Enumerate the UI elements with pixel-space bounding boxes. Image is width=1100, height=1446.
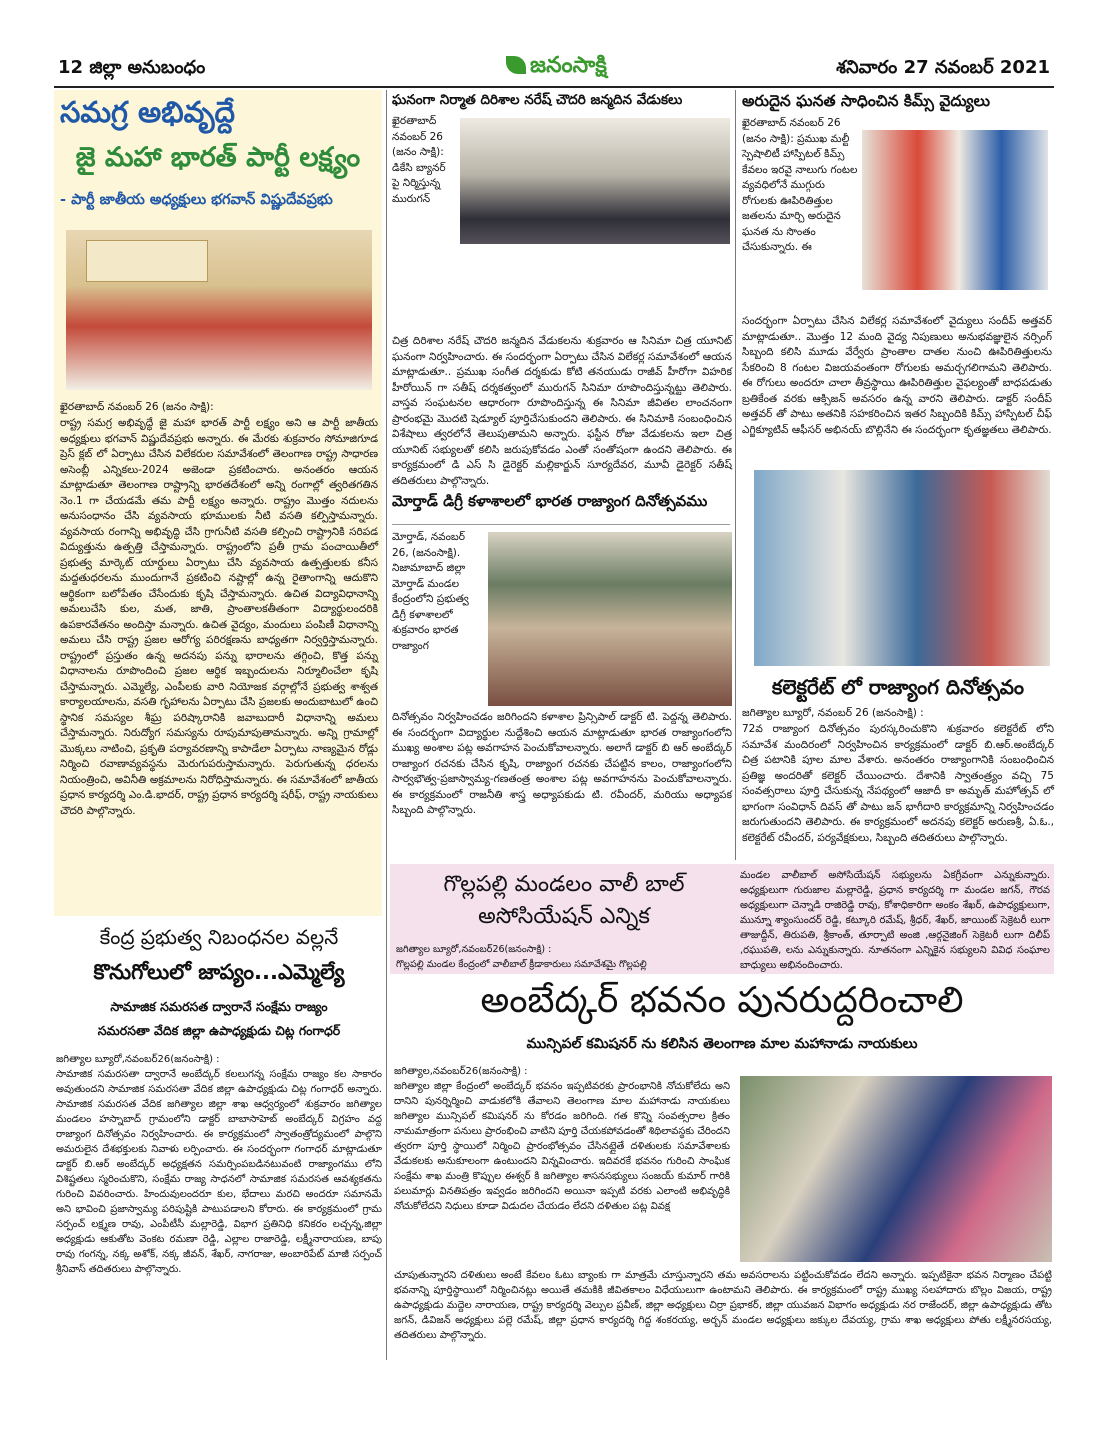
body-left: జగిత్యాల జిల్లా కేంద్రంలో అంబేద్కర్ భవనం ఇప్పటివరకు ప్రారంభానికి నోచుకోలేదు అని దానిని పునర్నిర్మించి వాడుకలోకి తేవాలని తెలంగాణ మాల మహానాడు నాయకులు జగిత్యాల మున్సిపల్ కమిషనర్ ను కోరడం జరిగింది. గత కొన్ని సంవత్సరాల క్రితం నామమాత్రంగా పనులు ప్రారంభించి వాటిని పూర్తి చేయకపోవడంతో శిథిలావస్థకు చేరిందని త్వరగా పూర్తి స్థాయిలో నిర్మించి ప్రారంభోత్సవం చేసినట్లైతే దళితులకు సమావేశాలకు వేడుకలకు అనుకూలంగా ఉంటుందని విన్నవించారు. ఇదివరకే భవనం గురించి సాంఘిక సంక్షేమ శాఖ మంత్రి కొప్పుల ఈశ్వర్ కి జగిత్యాల శాసనసభ్యులు సంజయ్ కుమార్ గారికి పలుమార్లు వినతిపత్రం ఇవ్వడం జరిగిందని అయినా ఇప్పటి వరకు ఎలాంటి అభివృద్ధికి నోచుకోలేదని నిధులు కూడా విడుదల చేయడం లేదని దళితుల పట్ల వివక్ష — [394, 1081, 730, 1212]
body: దినోత్సవం నిర్వహించడం జరిగిందని కళాశాల ప్రిన్సిపాల్ డాక్టర్ టి. పెద్దన్న తెలిపారు. ఈ సందర్భంగా విద్యార్థుల నుద్దేశించి ఆయన మాట్లాడుతూ భారత రాజ్యాంగంలోని ముఖ్య అంశాల పట్ల అవగాహన పెంచుకోవాలన్నారు. అలాగే డాక్టర్ బి ఆర్ అంబేద్కర్ రాజ్యాంగ రచనకు చేసిన కృషి, రాజ్యాంగ రచనకు చేపట్టిన కాలం, రాజ్యాంగంలోని సార్వభౌత్వ-ప్రజాస్వామ్య-గణతంత్ర అంశాల పట్ల అవగాహనను పెంచుకోవాలన్నారు. ఈ కార్యక్రమంలో రాజనీతి శాస్త్ర అధ్యాపకుడు టి. రవీందర్, మరియు అధ్యాపక సిబ్బంది పాల్గొన్నారు. — [392, 711, 732, 816]
headline-line1: గొల్లపల్లి మండలం వాలీ బాల్ — [443, 872, 685, 897]
logo-text: జనంసాక్షి — [530, 52, 607, 78]
dateline: జగిత్యాల బ్యూరో,నవంబర్26(జనంసాక్షి) : — [56, 1054, 220, 1065]
side-text: మోర్తాడ్, నవంబర్ 26, (జనంసాక్షి). నిజామాబాద్ జిల్లా మోర్తాడ్ మండల కేంద్రంలోని ప్రభుత్వ డిగ్రీ కళాశాలలో శుక్రవారం భారత రాజ్యాంగ — [392, 531, 469, 652]
side-text: ఖైరతాబాద్ నవంబర్ 26 (జనం సాక్షి): డికేసి బ్యానర్ పై నిర్మిస్తున్న మురుగన్ — [392, 115, 446, 205]
headline: ఘనంగా నిర్మాత దిరిశాల నరేష్ చౌదరి జన్మదిన వేడుకలు — [392, 92, 683, 108]
dateline: జగిత్యాల,నవంబర్26(జనంసాక్షి) : — [394, 1066, 528, 1077]
subhead-line1: సామాజిక సమరసత ద్వారానే సంక్షేమ రాజ్యం — [110, 999, 328, 1014]
headline-line1: కేంద్ర ప్రభుత్వ నిబంధనల వల్లనే — [99, 925, 339, 949]
story-jmb-party — [54, 90, 382, 916]
story-samarasata — [54, 920, 384, 1360]
headline: అంబేద్కర్ భవనం పునరుద్దరించాలి — [480, 980, 964, 1021]
birthday-group-photo — [460, 118, 730, 244]
headline-underline — [392, 524, 730, 525]
body: రాష్ట్ర సమగ్ర అభివృద్ధే జై మహా భారత్ పార్టీ లక్ష్యం అని ఆ పార్టీ జాతీయ అధ్యక్షులు భగవాన్ విష్ణుదేవప్రభు అన్నారు. ఈ మేరకు శుక్రవారం సోమాజిగూడ ప్రెస్ క్లబ్ లో ఏర్పాటు చేసిన విలేకరుల సమావేశంలో తెలంగాణ రాష్ట్ర సాధారణ అసెంబ్లీ ఎన్నికలు-2024 అజెండా ప్రకటించారు. అనంతరం ఆయన మాట్లాడుతూ తెలంగాణ రాష్ట్రాన్ని భారతదేశంలో అన్ని రంగాల్లో త్వరితగతిన నెం.1 గా చేయడమే తమ పార్టీ లక్ష్యం అన్నారు. రాష్ట్రం మొత్తం నదులను అనుసంధానం చేసి వ్యవసాయ భూములకు నీటి వసతి కల్పిస్తామన్నారు. వ్యవసాయ రంగాన్ని అభివృద్ధి చేసి గ్రాగునీటి వసతి కల్పించి రాష్ట్రానికి సరిపడ విద్యుత్తును ఉత్పత్తి చేస్తామన్నారు. రాష్ట్రంలోని ప్రతీ గ్రామ పంచాయితీలో ప్రభుత్వ మార్కెట్ యార్డులు ఏర్పాటు చేసి వ్యవసాయ ఉత్పత్తులకు కనీస మద్దతుధరలను ముందుగానే ప్రకటించి నష్టాల్లో ఉన్న రైతాంగాన్ని ఆదుకొని ఆర్థికంగా బలోపేతం చేసేందుకు కృషి చేస్తామన్నారు. ఉచిత విద్యావిధానాన్ని అమలుచేసి కుల, మత, జాతి, ప్రాంతాలకతీతంగా విద్యార్థులందరికి ఉపకారవేతనం అందిస్తా మన్నారు. ఉచిత వైద్యం, మందులు పంపిణీ విధానాన్ని అమలు చేసి రాష్ట్ర ప్రజల ఆరోగ్య పరిరక్షణను బాధ్యతగా నిర్వర్తిస్తామన్నారు. రాష్ట్రంలో ప్రస్తుతం ఉన్న అదనపు పన్ను భారాలను తగ్గించి, కొత్త పన్ను విధానాలను రూపొందించి ప్రజల ఆర్థిక ఇబ్బందులను నిర్మూలించేలా కృషి చేస్తామన్నారు. ఎమ్మెల్యే, ఎంపీలకు వారి నియోజక వర్గాల్లోనే ప్రభుత్వ శాశ్వత కార్యాలయాలను, వసతి గృహాలను ఏర్పాటు చేసి ప్రజలకు అందుబాటులో ఉంచి స్థానిక సమస్యల శీఘ్ర పరిష్కారానికి జవాబుదారీ విధానాన్ని అమలు చేస్తామన్నారు. నిరుద్యోగ సమస్యను రూపుమాపుతామన్నారు. అన్ని గ్రామాల్లో మొక్కలు నాటించి, ప్రకృతి పర్యావరణాన్ని కాపాడేలా ఏర్పాటు నాణ్యమైన రోడ్లు నిర్మించి రవాణావ్యవస్థను మెరుగుపరుస్తామన్నారు. పెరుగుతున్న ధరలను నియంత్రించి, అవినీతి అక్రమాలను నిరోధిస్తామన్నారు. ఈ సమావేశంలో జాతీయ ప్రధాన కార్యదర్శి ఎం.డి.భాదర్, రాష్ట్ర ప్రధాన కార్యదర్శి షరీఫ్, రాష్ట్ర నాయకులు చౌదరి పాల్గొన్నారు. — [60, 417, 378, 817]
story-morthad-constitution-day — [390, 488, 732, 860]
body: చిత్ర దిరిశాల నరేష్ చౌదరి జన్మదిన వేడుకలను శుక్రవారం ఆ సినిమా చిత్ర యూనిట్ ఘనంగా నిర్వహించారు. ఈ సందర్భంగా ఏర్పాటు చేసిన విలేకర్ల సమావేశంలో ఆయన మాట్లాడుతూ.. ప్రముఖ సంగీత దర్శకుడు కోటి తనయుడు రాజీవ్ హీరోగా విహరిక హీరోయిన్ గా సతీష్ దర్శకత్వంలో మురుగన్ సినిమా రూపొందిస్తున్నట్టు తెలిపారు. వాస్తవ సంఘటనల ఆధారంగా రూపొందిస్తున్న ఈ సినిమా జీవితల లాంచనంగా ప్రారంభమై మొదటి షెడ్యూల్ పూర్తిచేసుకుందని తెలిపారు. ఈ సినిమాకి సంబంధించిన విశేషాలు త్వరలోనే తెలుపుతామని అన్నారు. ఫస్టీన రోజు వేడుకలను ఇలా చిత్ర యూనిట్ సభ్యులతో కలిసి జరుపుకోవడం ఎంతో సంతోషంగా ఉందని తెలిపారు. ఈ కార్యక్రమంలో డి ఎస్ సి డైరెక్టర్ మల్లికార్జున్ సూర్యదేవర, మూవీ డైరెక్టర్ సతీష్ తదితరులు పాల్గొన్నారు. — [392, 335, 732, 487]
subhead: మున్సిపల్ కమిషనర్ ను కలిసిన తెలంగాణ మాల మహానాడు నాయకులు — [526, 1036, 918, 1052]
lead: గొల్లపల్లి మండల కేంద్రంలో వాలీబాల్ క్రీడాకారులు సమావేశమై గొల్లపల్లి — [396, 959, 647, 970]
page-date: శనివారం 27 నవంబర్ 2021 — [836, 57, 1050, 78]
page-label: 12 జిల్లా అనుబంధం — [58, 57, 206, 78]
commissioner-meeting-photo — [740, 1076, 1052, 1262]
subhead: - పార్టీ జాతీయ అధ్యక్షులు భగవాన్ విష్ణుదేవప్రభు — [60, 192, 333, 208]
column-rule — [386, 90, 387, 1360]
story-kims-doctors — [740, 90, 1054, 470]
side-text: ఖైరతాబాద్ నవంబర్ 26 (జనం సాక్షి): ప్రముఖ మల్టీ స్పెషాలిటీ హాస్పిటల్ కిమ్స్ కేవలం ఇరవై నాలుగు గంటల వ్యవధిలోనే ముగ్గురు రోగులకు ఊపిరితిత్తుల జతలను మార్చి అరుదైన ఘనత ను సొంతం చేసుకున్నారు. ఈ — [742, 117, 858, 253]
story-volleyball-association — [390, 864, 1054, 974]
headline: కలెక్టరేట్ లో రాజ్యాంగ దినోత్సవం — [771, 675, 1025, 699]
classroom-photo — [488, 532, 732, 706]
ambedkar-garland-photo — [754, 470, 1050, 666]
body: సామాజిక సమరసతా ద్వారానే అంబేద్కర్ కలలుగన్న సంక్షేమ రాజ్యం కల సాకారం అవుతుందని సామాజిక సమరసతా వేదిక జిల్లా ఉపాధ్యక్షుడు చిట్ల గంగాధర్ అన్నారు. సామాజిక సమరసత వేదిక జగిత్యాల జిల్లా శాఖ ఆధ్వర్యంలో శుక్రవారం జగిత్యాల మండలం హస్నాబాద్ గ్రామంలోని డాక్టర్ బాబాసాహెబ్ అంబేద్కర్ విగ్రహం వద్ద రాజ్యాంగ దినోత్సవం నిర్వహించారు. ఈ కార్యక్రమంలో స్వాతంత్రోద్యమంలో పాల్గొని అమరులైన దేశభక్తులకు నివాళు లర్పించారు. ఈ సందర్భంగా గంగాధర్ మాట్లాడుతూ డాక్టర్ బి.ఆర్ అంబేద్కర్ అధ్యక్షతన సమర్పింపబడినటువంటి రాజ్యాంగము లోని విశిష్టతలు స్మరించుకొని, సంక్షేమ రాజ్య సాధనలో సామాజిక సమరసత ఆవశ్యకతను గురించి వివరించారు. హిందువులందరూ కుల, భేదాలు మరచి అందరూ సమానమే అని భావించి ప్రజాస్వామ్య పరిపుష్టికి పాటుపడాలని కోరారు. ఈ కార్యక్రమంలో గ్రామ సర్పంచ్ లక్ష్మణ రావు, ఎంపీటీసీ మల్లారెడ్డి, విభాగ ప్రతినిధి కనికరం లచ్చన్న,జిల్లా అధ్యక్షుడు ఆకుతోట వెంకట రమణా రెడ్డి, ఎల్లాల రాజారెడ్డి, లక్ష్మీనారాయణ, బాపు రావు గంగన్న, నక్క అశోక్, నక్క జీవన్, శేఖర్, నాగరాజు, అంబారిపేట్ మాజీ సర్పంచ్ శ్రీనివాస్ తదితరులు పాల్గొన్నారు. — [56, 1069, 382, 1275]
headline-line2: అసోసియేషన్ ఎన్నిక — [478, 904, 650, 929]
body: సందర్భంగా ఏర్పాటు చేసిన విలేకర్ల సమావేశంలో వైద్యులు సందీప్ అత్తవర్ మాట్లాడుతూ.. మొత్తం 12 మంది వైద్య నిపుణులు అనుభవజ్ఞులైన నర్సింగ్ సిబ్బంది కలిసి మూడు వేర్వేరు ప్రాంతాల దాతల నుంచి ఊపిరితిత్తులను సేకరించి 8 గంటల విజయవంతంగా రోగులకు అమర్చగలిగామని తెలిపారు. ఈ రోగులు అందరూ చాలా తీవ్రస్థాయి ఊపిరితిత్తుల వైఫల్యంతో బాధపడుతు బ్రతికేంత వరకు ఆక్సిజన్ అవసరం ఉన్న వారని తెలిపారు. డాక్టర్ సందీప్ అత్తవర్ తో పాటు అతనికి సహకరించిన ఇతర సిబ్బందికి కిమ్స్ హాస్పిటల్ చీఫ్ ఎగ్జిక్యూటివ్ ఆఫీసర్ అభినయ్ బొల్లినేని ఈ సందర్భంగా కృతజ్ఞతలు తెలిపారు. — [742, 315, 1052, 436]
story-collectorate-constitution-day — [740, 470, 1054, 862]
doctor-patient-photo — [862, 130, 1048, 290]
headline: జై మహా భారత్ పార్టీ లక్ష్యం — [75, 142, 361, 173]
headline: అరుదైన ఘనత సాధించిన కిమ్స్ వైద్యులు — [742, 92, 990, 110]
story-ambedkar-bhavan — [390, 976, 1054, 1360]
column-rule — [735, 90, 736, 860]
logo — [506, 52, 656, 82]
leaf-icon — [506, 56, 526, 74]
dateline: ఖైరతాబాద్ నవంబర్ 26 (జనం సాక్షి): — [60, 401, 214, 413]
story-naresh-birthday — [390, 90, 732, 487]
banner-graphic — [86, 240, 208, 282]
body: 72వ రాజ్యాంగ దినోత్సవం పురస్కరించుకొని శుక్రవారం కలెక్టరేట్ లోని సమావేశ మందిరంలో నిర్వహించిన కార్యక్రమంలో డాక్టర్ బి.ఆర్.అంబేద్కర్ చిత్ర పటానికి పూల మాల వేశారు. అనంతరం రాజ్యాంగానికి సంబంధించిన ప్రతిజ్ఞ అందరితో కలెక్టర్ చేయించారు. దేశానికి స్వాతంత్ర్యం వచ్చి 75 సంవత్సరాలు పూర్తి చేసుకున్న నేపథ్యంలో ఆజాదీ కా అమృత్ మహోత్సవ్ లో భాగంగా సంవిధాన్ దివస్ తో పాటు జన్ భాగీదారి కార్యక్రమాన్ని నిర్వహించడం జరుగుతుందని తెలిపారు. ఈ కార్యక్రమంలో అదనపు కలెక్టర్ అరుణశ్రీ, ఏ.ఓ., కలెక్టరేట్ రవీందర్, పర్యవేక్షకులు, సిబ్బంది తదితరులు పాల్గొన్నారు. — [742, 723, 1054, 844]
masthead — [54, 52, 1054, 86]
body: మండల వాలీబాల్ అసోసియేషన్ సభ్యులను ఏకగ్రీవంగా ఎన్నుకున్నారు. అధ్యక్షులుగా గురుజాల మల్లారెడ్డి, ప్రధాన కార్యదర్శి గా మండల జగన్, గౌరవ అధ్యక్షులుగా చెన్నాడి రాజిరెడ్డి రావు, కోశాధికారిగా అంకం శేఖర్, ఉపాధ్యక్షులుగా, మున్నూ శ్యాంసుందర్ రెడ్డి, కట్కూరి రమేష్, శ్రీధర్, శేఖర్, జాయింట్ సెక్రెటరీ లుగా తాజుద్దీన్, తిరుపతి, శ్రీకాంత్, తూర్పాటి అంజి ,ఆర్గనైజింగ్ సెక్రెటరీ లుగా దిలీప్ ,రఘుపతి, లను ఎన్నుకున్నారు. నూతనంగా ఎన్నికైన సభ్యులని వివిధ సంఘాల బాధ్యులు అభినందించారు. — [740, 870, 1050, 971]
dateline: జగిత్యాల బ్యూరో,నవంబర్26(జనంసాక్షి) : — [396, 944, 552, 955]
body-full: చూపుతున్నారని దళితులు అంటే కేవలం ఓటు బ్యాంకు గా మాత్రమే చూస్తున్నారని తమ అవసరాలను పట్టించుకోవడం లేదని అన్నారు. ఇప్పటికైనా భవన నిర్మాణం చేపట్టి భవనాన్ని పూర్తిస్థాయిలో నిర్మించినట్లు అయితే తమకికి జీవితకాలం విధేయులుగా ఉంటామని తెలిపారు. ఈ కార్యక్రమంలో రాష్ట్ర ముఖ్య సలహాదారు బొల్లం విజయ, రాష్ట్ర ఉపాధ్యక్షుడు మద్దెల నారాయణ, రాష్ట్ర కార్యదర్శి వెల్పుల ప్రవీణ్, జిల్లా అధ్యక్షులు చిర్రా ప్రభాకర్, జిల్లా యువజన విభాగం అధ్యక్షుడు నర రాజేందర్, జిల్లా ఉపాధ్యక్షుడు తోట జగన్, డివిజన్ అధ్యక్షులు పల్లె రమేష్, జిల్లా ప్రధాన కార్యదర్శి గిద్ద శంకరయ్య, అర్బన్ మండల అధ్యక్షులు జక్కుల దేవయ్య, గ్రామ శాఖ అధ్యక్షులు పోతు లక్ష్మీనరసయ్య, తదితరులు పాల్గొన్నారు. — [394, 1270, 1052, 1341]
kicker: సమగ్ర అభివృద్దే — [60, 95, 235, 129]
subhead-line2: సమరసతా వేదిక జిల్లా ఉపాధ్యక్షుడు చిట్ల గంగాధర్ — [97, 1023, 341, 1038]
masthead-rule — [54, 86, 1054, 88]
dateline: జగిత్యాల బ్యూరో, నవంబర్ 26 (జనంసాక్షి) : — [742, 707, 924, 719]
press-meet-photo — [66, 230, 372, 390]
headline-line2: కొనుగోలులో జాప్యం...ఎమ్మెల్యే — [93, 960, 345, 984]
headline: మోర్తాడ్ డిగ్రీ కళాశాలలో భారత రాజ్యాంగ దినోత్సవము — [392, 492, 708, 510]
